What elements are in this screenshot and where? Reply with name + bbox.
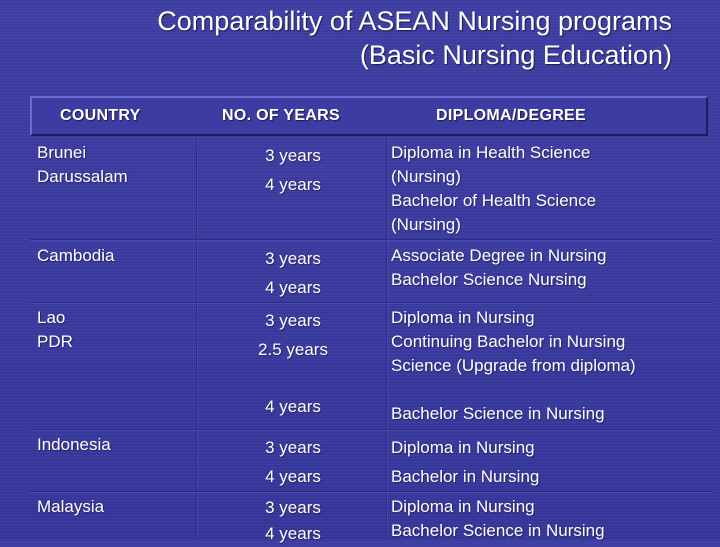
header-country: COUNTRY	[60, 107, 141, 124]
cell-country	[37, 141, 128, 189]
row-divider	[30, 491, 712, 493]
row-divider	[30, 302, 712, 304]
cell-years	[198, 306, 388, 421]
cell-country: Cambodia	[37, 246, 115, 265]
row-divider	[30, 429, 712, 431]
years-value: 3 years	[265, 311, 321, 330]
cell-years	[198, 141, 388, 199]
row-divider	[30, 239, 712, 241]
degree-line: Diploma in Nursing	[391, 438, 535, 457]
degree-line: Bachelor in Nursing	[391, 467, 540, 486]
title-line-2: (Basic Nursing Education)	[359, 40, 672, 70]
degree-line: (Nursing)	[391, 215, 461, 234]
cell-years	[198, 244, 388, 302]
years-value: 4 years	[265, 467, 321, 486]
degree-line: Diploma in Nursing	[391, 497, 535, 516]
cell-degree	[391, 433, 711, 491]
degree-line: Associate Degree in Nursing	[391, 246, 607, 265]
country-name-line: Brunei	[37, 143, 87, 162]
years-value: 2.5 years	[258, 340, 328, 359]
header-degree: DIPLOMA/DEGREE	[436, 107, 586, 124]
years-value: 4 years	[265, 278, 321, 297]
years-value: 3 years	[265, 438, 321, 457]
header-years: NO. OF YEARS	[222, 107, 340, 124]
cell-country: Lao PDR	[37, 308, 73, 351]
degree-line: Bachelor Science in Nursing	[391, 521, 605, 540]
table-header-row	[30, 96, 708, 136]
years-value: 4 years	[265, 175, 321, 194]
degree-line: Continuing Bachelor in Nursing	[391, 332, 626, 351]
degree-line: Bachelor of Health Science	[391, 191, 597, 210]
degree-line: Bachelor Science Nursing	[391, 270, 587, 289]
years-value: 3 years	[265, 249, 321, 268]
cell-degree	[391, 244, 711, 292]
country-name-line: Darussalam	[37, 167, 128, 186]
cell-degree	[391, 141, 711, 237]
degree-line: Bachelor Science in Nursing	[391, 404, 605, 423]
title-line-1: Comparability of ASEAN Nursing programs	[157, 6, 672, 36]
cell-years	[198, 433, 388, 491]
cell-degree	[391, 495, 711, 543]
cell-country: Indonesia	[37, 435, 111, 454]
years-value: 3 years	[265, 498, 321, 517]
years-value: 4 years	[265, 524, 321, 543]
degree-line: Science (Upgrade from diploma)	[391, 356, 636, 375]
slide-title	[157, 4, 672, 72]
years-value: 4 years	[265, 397, 321, 416]
degree-line: Diploma in Nursing	[391, 308, 535, 327]
cell-degree	[391, 306, 711, 426]
years-value: 3 years	[265, 146, 321, 165]
degree-line: Diploma in Health Science	[391, 143, 591, 162]
cell-country: Malaysia	[37, 497, 105, 516]
cell-years	[198, 495, 388, 547]
degree-line: (Nursing)	[391, 167, 461, 186]
